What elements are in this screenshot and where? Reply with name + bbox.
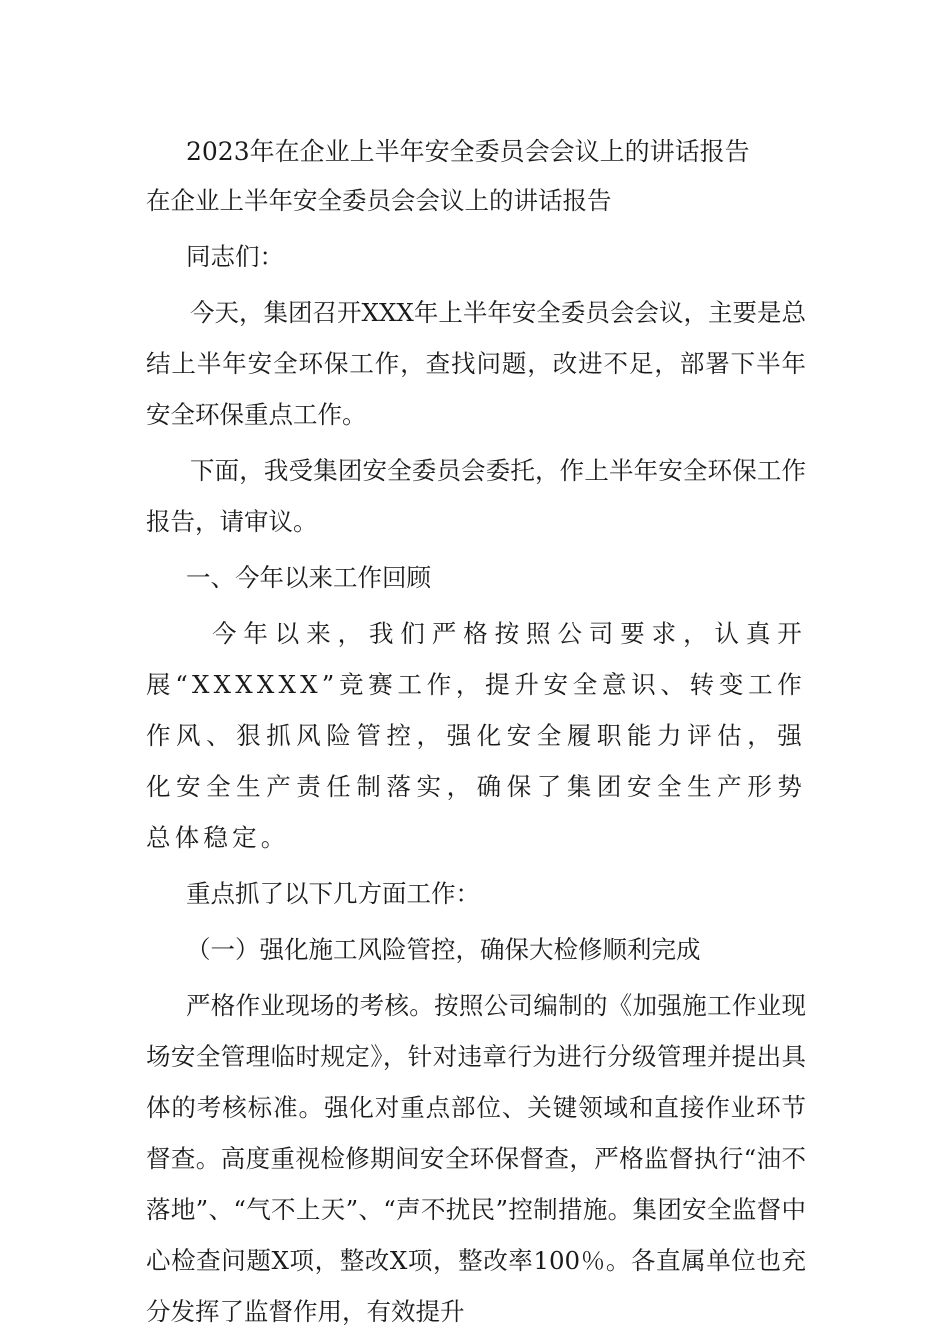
salutation: 同志们： [186, 242, 284, 271]
section-heading-1: 一、今年以来工作回顾 [186, 563, 431, 592]
paragraph-opening: 今天，集团召开XXX年上半年安全委员会会议，主要是总结上半年安全环保工作，查找问题，改进不足，部署下半年安全环保重点工作。 [146, 298, 806, 429]
document-body [146, 126, 806, 1337]
subsection-heading-1: （一）强化施工风险管控，确保大检修顺利完成 [186, 935, 701, 964]
section-1-intro: 今年以来，我们严格按照公司要求，认真开展“XXXXXX”竞赛工作，提升安全意识、转变工作作风、狠抓风险管控，强化安全履职能力评估，强化安全生产责任制落实，确保了集团安全生产形势总体稳定。 [146, 619, 806, 852]
document-title: 2023年在企业上半年安全委员会会议上的讲话报告 [186, 137, 750, 166]
section-1-lead: 重点抓了以下几方面工作： [186, 879, 480, 908]
document-subtitle: 在企业上半年安全委员会会议上的讲话报告 [146, 186, 612, 215]
paragraph-report-intro: 下面，我受集团安全委员会委托，作上半年安全环保工作报告，请审议。 [146, 456, 806, 536]
subsection-1-body: 严格作业现场的考核。按照公司编制的《加强施工作业现场安全管理临时规定》，针对违章行为进行分级管理并提出具体的考核标准。强化对重点部位、关键领域和直接作业环节督查。高度重视检修期间安全环保督查，严格监督执行“油不落地”、“气不上天”、“声不扰民”控制措施。集团安全监督中心检查问题X项，整改X项，整改率100％。各直属单位也充分发挥了监督作用，有效提升 [146, 991, 806, 1326]
